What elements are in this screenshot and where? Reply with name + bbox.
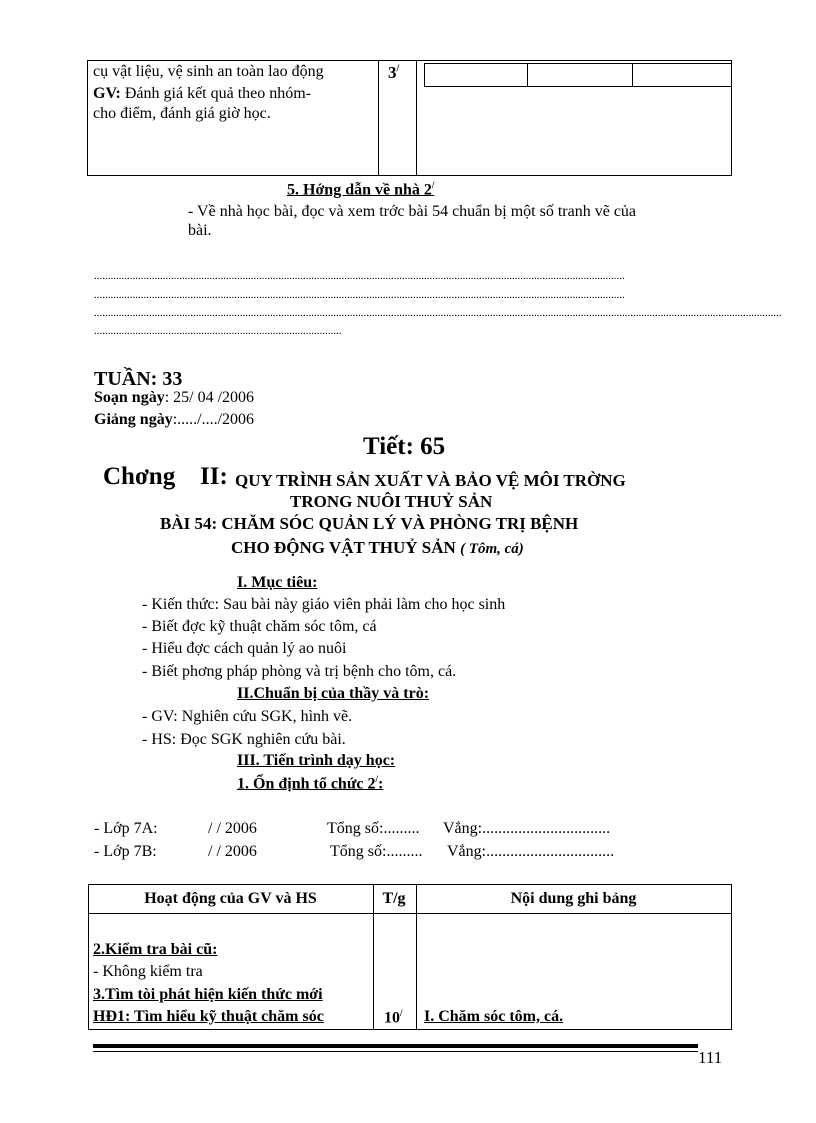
homework-heading-text: 5. Hớng dẫn về nhà 2 xyxy=(287,181,432,199)
class-lop: - Lớp 7B: xyxy=(94,843,157,860)
objective-item: - Biết đợc kỹ thuật chăm sóc tôm, cá xyxy=(142,618,377,635)
prep-item: - GV: Nghiên cứu SGK, hình vẽ. xyxy=(142,708,353,725)
homework-text1: - Về nhà học bài, đọc và xem trớc bài 54 chuẩn bị một số tranh vẽ của xyxy=(188,203,637,220)
table-row-time xyxy=(384,1008,403,1027)
table-row-right: I. Chăm sóc tôm, cá. xyxy=(424,1008,564,1025)
objective-item: - Kiến thức: Sau bài này giáo viên phải làm cho học sinh xyxy=(142,596,506,613)
class-lop: - Lớp 7A: xyxy=(94,820,158,837)
col-header-content: Nội dung ghi bảng xyxy=(510,890,637,907)
table-row-l2: - Không kiểm tra xyxy=(93,963,203,980)
col-header-activity: Hoạt động của GV và HS xyxy=(144,890,317,907)
top-table-line3: cho điểm, đánh giá giờ học. xyxy=(93,105,271,122)
col-header-time: T/g xyxy=(382,890,406,907)
table-row-l1: 2.Kiểm tra bài cũ: xyxy=(93,941,218,958)
prep-heading: II.Chuẩn bị của thầy và trò: xyxy=(237,685,430,702)
top-small-grid xyxy=(424,63,732,87)
row-time-sup: / xyxy=(400,1008,403,1018)
class-absent: Vắng:................................ xyxy=(443,820,611,837)
homework-heading-sup: / xyxy=(431,180,435,190)
giang-label: Giảng ngày xyxy=(94,411,173,428)
top-table-line2-text: Đánh giá kết quả theo nhóm- xyxy=(120,85,312,102)
process-sub xyxy=(237,774,383,793)
soan-ngay xyxy=(94,389,254,407)
objective-item: - Hiểu đợc cách quản lý ao nuôi xyxy=(142,640,347,657)
top-time-value: 3 xyxy=(388,63,397,82)
process-sub-sup: / xyxy=(375,774,379,784)
homework-heading xyxy=(287,180,434,199)
soan-label: Soạn ngày xyxy=(94,389,165,406)
dotted-line: .......................................................................................... xyxy=(94,325,342,337)
objectives-heading: I. Mục tiêu: xyxy=(237,574,318,591)
process-sub-text: 1. Ổn định tổ chức 2 xyxy=(237,775,376,793)
class-total: Tổng số:......... xyxy=(330,843,423,860)
homework-text2: bài. xyxy=(188,222,212,239)
grid-cell xyxy=(528,64,633,86)
bai-line1: BÀI 54: CHĂM SÓC QUẢN LÝ VÀ PHÒNG TRỊ BỆNH xyxy=(160,514,579,533)
week-title: TUẦN: 33 xyxy=(94,368,183,390)
objective-item: - Biết phơng pháp phòng và trị bệnh cho tôm, cá. xyxy=(142,663,457,680)
page-number: 111 xyxy=(698,1048,723,1067)
process-sub-tail: : xyxy=(378,775,384,793)
dotted-line: ................................................................................................................................................................................................. xyxy=(94,270,625,282)
top-table-line2 xyxy=(93,85,311,103)
chapter-title2: TRONG NUÔI THUỶ SẢN xyxy=(290,492,493,511)
giang-ngay xyxy=(94,411,254,429)
class-date: / / 2006 xyxy=(208,820,257,837)
bai-line2 xyxy=(231,538,524,558)
chapter-title1: QUY TRÌNH SẢN XUẤT VÀ BẢO VỆ MÔI TRỜNG xyxy=(235,471,626,490)
grid-cell xyxy=(425,64,528,86)
grid-cell xyxy=(633,64,731,86)
process-heading: III. Tiến trình dạy học: xyxy=(237,752,396,769)
class-date: / / 2006 xyxy=(208,843,257,860)
giang-value: :...../..../2006 xyxy=(172,411,255,428)
class-absent: Vắng:................................ xyxy=(447,843,615,860)
top-table-time xyxy=(388,63,399,83)
tiet-title: Tiết: 65 xyxy=(363,433,446,460)
soan-value: : 25/ 04 /2006 xyxy=(164,389,255,406)
dotted-line: .......................................................................................................................................................................................................................................................... xyxy=(94,307,782,319)
dotted-line: ................................................................................................................................................................................................. xyxy=(94,289,625,301)
top-table-line1: cụ vật liệu, vệ sinh an toàn lao động xyxy=(93,63,324,80)
footer-rule-thick xyxy=(93,1044,698,1048)
table-row-l4: HĐ1: Tìm hiểu kỹ thuật chăm sóc xyxy=(93,1008,324,1025)
prep-item: - HS: Đọc SGK nghiên cứu bài. xyxy=(142,731,346,748)
bai-subtitle: ( Tôm, cá) xyxy=(460,541,524,557)
bai-line2-text: CHO ĐỘNG VẬT THUỶ SẢN xyxy=(231,538,456,557)
top-time-sup: / xyxy=(396,63,400,75)
class-total: Tổng số:......... xyxy=(327,820,420,837)
chapter-word: Chơng xyxy=(103,463,176,490)
table-row-l3: 3.Tìm tòi phát hiện kiến thức mới xyxy=(93,986,323,1003)
footer-rule-thin xyxy=(93,1051,698,1052)
gv-label: GV: xyxy=(93,85,121,102)
chapter-num: II: xyxy=(200,463,228,490)
row-time-value: 10 xyxy=(384,1009,400,1027)
